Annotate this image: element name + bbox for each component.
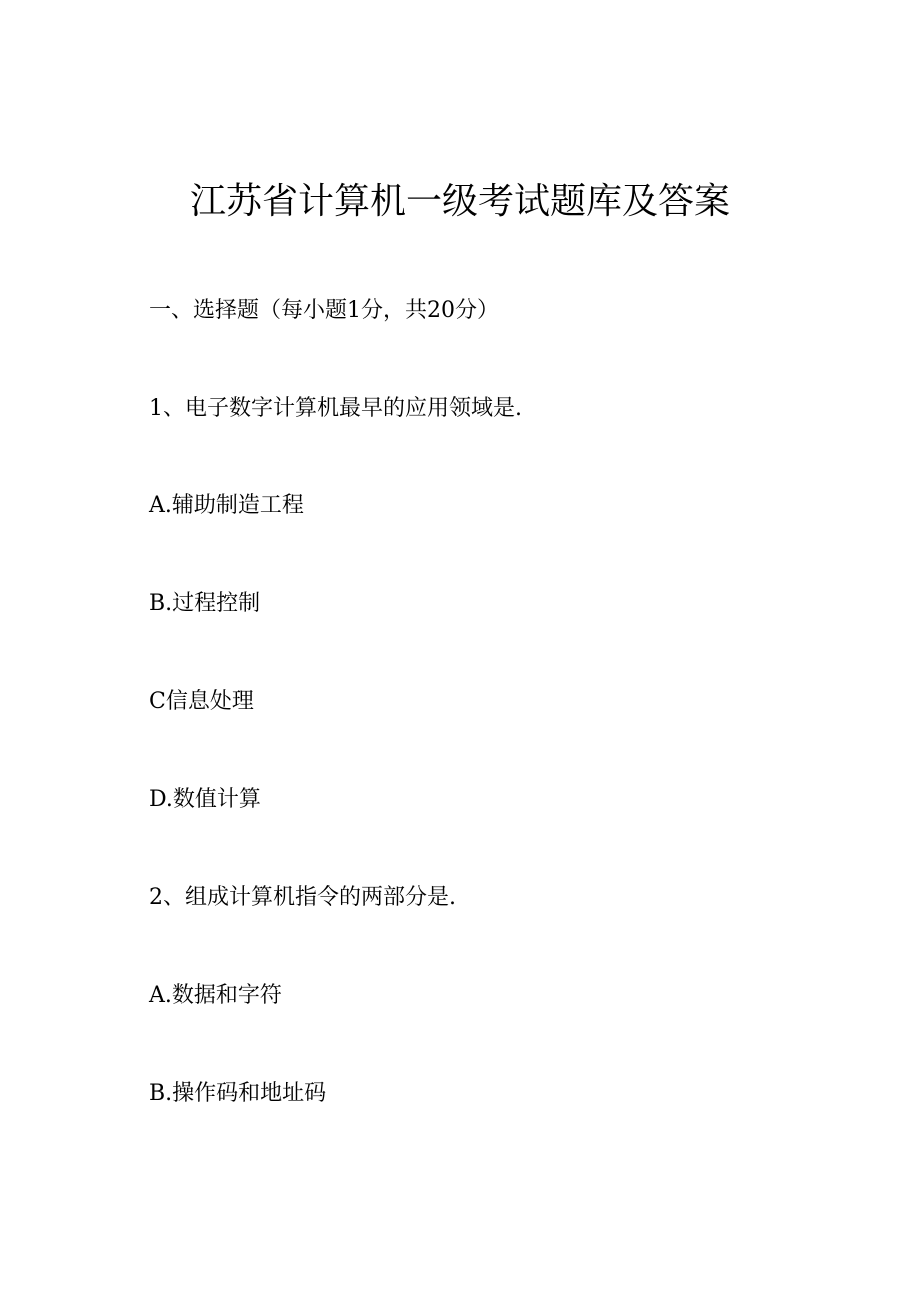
question-1-stem: 1、电子数字计算机最早的应用领域是.	[149, 396, 522, 421]
question-1-option-d: D.数值计算	[149, 787, 261, 812]
question-1-option-c: C信息处理	[149, 689, 254, 714]
section-heading: 一、选择题（每小题1分，共20分）	[149, 298, 499, 323]
question-1-option-a: A.辅助制造工程	[149, 493, 304, 518]
question-2-option-b: B.操作码和地址码	[149, 1081, 327, 1106]
question-1-option-b: B.过程控制	[149, 591, 261, 616]
question-2-option-a: A.数据和字符	[149, 983, 282, 1008]
question-2-stem: 2、组成计算机指令的两部分是.	[149, 885, 456, 910]
document-title: 江苏省计算机一级考试题库及答案	[189, 181, 730, 222]
